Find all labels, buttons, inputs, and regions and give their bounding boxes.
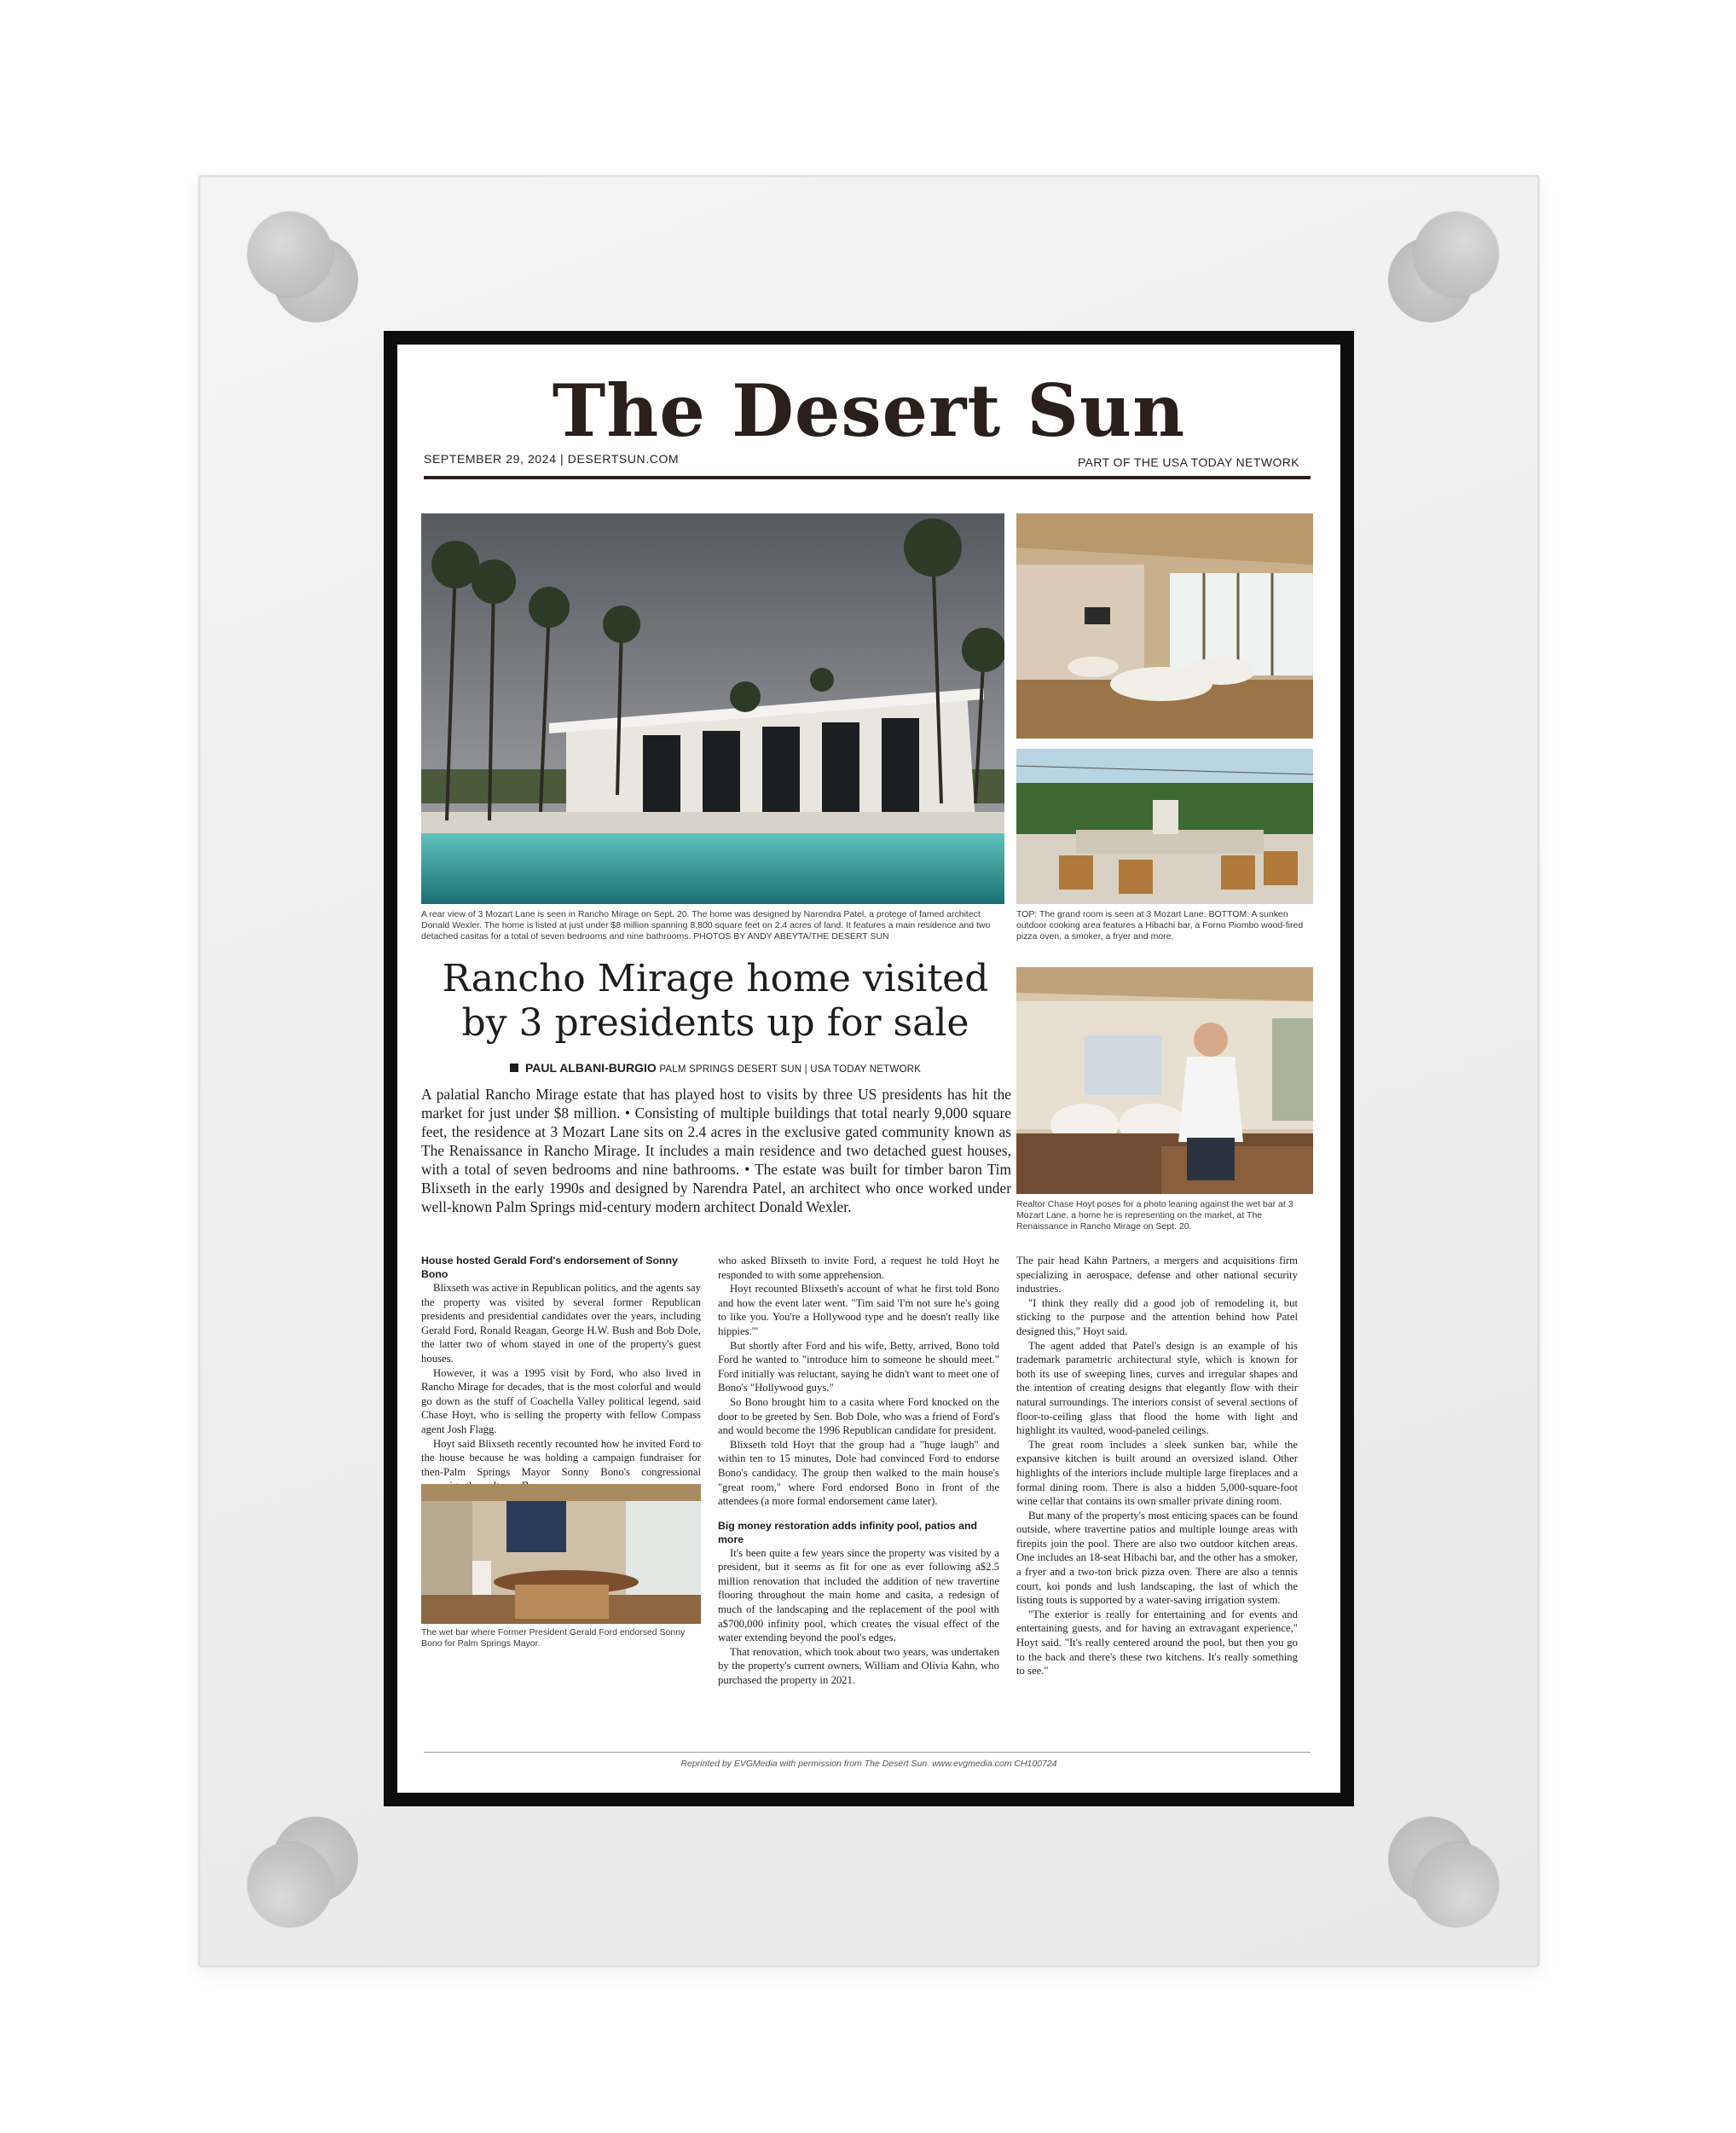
side-photos-caption: TOP: The grand room is seen at 3 Mozart Lane. BOTTOM: A sunken outdoor cooking area features a Hibachi bar, a Forno Piombo wood-fired pizza oven, a smoker, a fryer and more.	[1016, 909, 1304, 942]
col2-paragraph-5: Blixseth told Hoyt that the group had a "huge laugh" and within ten to 15 minutes, Dole had convinced Ford to endorse Bono's candidacy. The group then walked to the main house's "great room," where Ford endorsed Bono in front of the attendees (a more formal endorsement came later).	[718, 1438, 999, 1508]
standoff-bottom-left	[247, 1808, 367, 1927]
article-column-3	[1016, 1254, 1298, 1678]
masthead-title: The Desert Sun	[552, 368, 1186, 453]
col2-paragraph-3: But shortly after Ford and his wife, Betty, arrived, Bono told Ford he wanted to "introduce him to someone he should meet." Ford initially was reluctant, saying he didn't want to meet one of Bono's "Hollywood guys."	[718, 1339, 999, 1394]
col1-paragraph-1: Blixseth was active in Republican politics, and the agents say the property was visited by several former Republican presidents and presidential candidates over the years, including Gerald Ford, Ronald Reagan, George H.W. Bush and Bob Dole, the latter two of whom stayed in one of the property's guest houses.	[421, 1282, 701, 1365]
byline	[421, 1061, 1010, 1075]
newspaper-page	[397, 345, 1340, 1793]
article-column-2	[718, 1254, 999, 1688]
main-photo-caption: A rear view of 3 Mozart Lane is seen in Rancho Mirage on Sept. 20. The home was designed by Narendra Patel, a protege of famed architect Donald Wexler. The home is listed at just under $8 million spanning 8,800 square feet on 2.4 acres of land. It features a main residence and two detached casitas for a total of seven bedrooms and nine bathrooms. PHOTOS BY ANDY ABEYTA/THE DESERT SUN	[421, 909, 991, 942]
col1-paragraph-2: However, it was a 1995 visit by Ford, who also lived in Rancho Mirage for decades, that is the most colorful and would go down as the stuff of Coachella Valley political legend, said Chase Hoyt, who is selling the property with fellow Compass agent Josh Flagg.	[421, 1366, 701, 1435]
lede-paragraph: A palatial Rancho Mirage estate that has played host to visits by three US presidents has hit the market for just under $8 million. • Consisting of multiple buildings that total nearly 9,000 square feet, the residence at 3 Mozart Lane sits on 2.4 acres in the exclusive gated community known as The Renaissance in Rancho Mirage. It includes a main residence and two detached guest houses, with a total of seven bedrooms and nine bathrooms. • The estate was built for timber baron Tim Blixseth in the early 1990s and designed by Narendra Patel, an architect who once worked under well-known Palm Springs mid-century modern architect Donald Wexler.	[421, 1086, 1011, 1215]
standoff-bottom-right	[1380, 1808, 1499, 1927]
byline-org: PALM SPRINGS DESERT SUN | USA TODAY NETWORK	[659, 1064, 921, 1075]
col3-paragraph-6: "The exterior is really for entertaining and for events and entertaining guests, and for having an extravagant experience," Hoyt said. "It's really centered around the pool, but then you go to the back and there's these two kitchens. It's really something to see."	[1016, 1608, 1298, 1678]
wet-bar-photo-caption: The wet bar where Former President Gerald Ford endorsed Sonny Bono for Palm Springs Mayor.	[421, 1627, 686, 1649]
subhead-ford-endorsement: House hosted Gerald Ford's endorsement of Sonny Bono	[421, 1255, 678, 1280]
standoff-top-left	[247, 212, 367, 331]
great-room-photo	[1016, 513, 1313, 739]
col2-paragraph-4: So Bono brought him to a casita where Ford knocked on the door to be greeted by Sen. Bob Dole, who was a friend of Ford's and would become the 1996 Republican candidate for president.	[718, 1395, 999, 1437]
headline: Rancho Mirage home visited by 3 presidents up for sale	[442, 957, 989, 1045]
col2-paragraph-7: That renovation, which took about two years, was undertaken by the property's current owners, William and Olivia Kahn, who purchased the property in 2021.	[718, 1645, 999, 1687]
col3-paragraph-4: The great room includes a sleek sunken bar, while the expansive kitchen is built around an oversized island. Other highlights of the interiors include multiple large fireplaces and a formal dining room. There is also a hidden 5,000-square-foot wine cellar that contains its own smaller private dining room.	[1016, 1438, 1298, 1508]
wet-bar-photo	[421, 1484, 701, 1624]
col2-paragraph-2: Hoyt recounted Blixseth's account of what he first told Bono and how the event later went. "Tim said 'I'm not sure he's going to like you. You're a Hollywood type and he doesn't really like hippies.'"	[718, 1283, 999, 1337]
network-label: PART OF THE USA TODAY NETWORK	[1077, 455, 1299, 469]
masthead-rule	[424, 476, 1311, 479]
outdoor-kitchen-photo	[1016, 749, 1313, 904]
footer-rule	[424, 1752, 1311, 1753]
col1-paragraph-3: Hoyt said Blixseth recently recounted how he invited Ford to the house because he was holding a campaign fundraiser for then-Palm Springs Mayor Sonny Bono's congressional	[421, 1437, 701, 1478]
subhead-restoration: Big money restoration adds infinity pool, patios and more	[718, 1519, 978, 1545]
realtor-photo	[1016, 967, 1313, 1194]
article-column-1	[421, 1254, 701, 1493]
col3-paragraph-3: The agent added that Patel's design is an example of his trademark parametric architectural style, which is known for both its use of sweeping lines, curves and irregular shapes and the intention of creating designs that elegantly flow with their natural surroundings. The interiors consist of several sections of floor-to-ceiling glass that flood the home with light and highlight its vaulted, wood-paneled ceilings.	[1016, 1339, 1298, 1437]
col3-paragraph-1: The pair head Kahn Partners, a mergers and acquisitions firm specializing in aerospace, defense and other national security industries.	[1016, 1255, 1298, 1295]
dateline: SEPTEMBER 29, 2024 | DESERTSUN.COM	[424, 452, 680, 466]
col2-paragraph-1: who asked Blixseth to invite Ford, a request he told Hoyt he responded to with some apprehension.	[718, 1255, 999, 1281]
realtor-photo-caption: Realtor Chase Hoyt poses for a photo leaning against the wet bar at 3 Mozart Lane, a home he is representing on the market, at The Renaissance in Rancho Mirage on Sept. 20.	[1016, 1199, 1293, 1232]
col3-paragraph-2: "I think they really did a good job of remodeling it, but sticking to the purpose and the attention behind how Patel designed this," Hoyt said.	[1016, 1296, 1298, 1337]
standoff-top-right	[1380, 212, 1499, 331]
main-pool-photo	[421, 513, 1004, 904]
col3-paragraph-5: But many of the property's most enticing spaces can be found outside, where travertine patios and multiple lounge areas with firepits join the pool. There are also two outdoor kitchen areas. One includes an 18-seat Hibachi bar, and the other has a smoker, a fryer and a two-ton brick pizza oven. There are also a tennis court, koi ponds and lush landscaping, the last of which the listing touts is supported by a water-saving irrigation system.	[1016, 1509, 1298, 1607]
byline-square	[510, 1064, 518, 1072]
col2-paragraph-6: It's been quite a few years since the property was visited by a president, but it seems as fit for one as ever following a$2.5 million renovation that included the addition of new travertine flooring throughout the main home and casita, a redesign of much of the landscaping and the replacement of the pool with a$700,000 infinity pool, which creates the visual effect of the water extending beyond the pool's edges.	[718, 1546, 999, 1644]
byline-name: PAUL ALBANI-BURGIO	[525, 1061, 657, 1075]
reprint-notice: Reprinted by EVGMedia with permission from The Desert Sun. www.evgmedia.com CH100724	[680, 1759, 1057, 1769]
